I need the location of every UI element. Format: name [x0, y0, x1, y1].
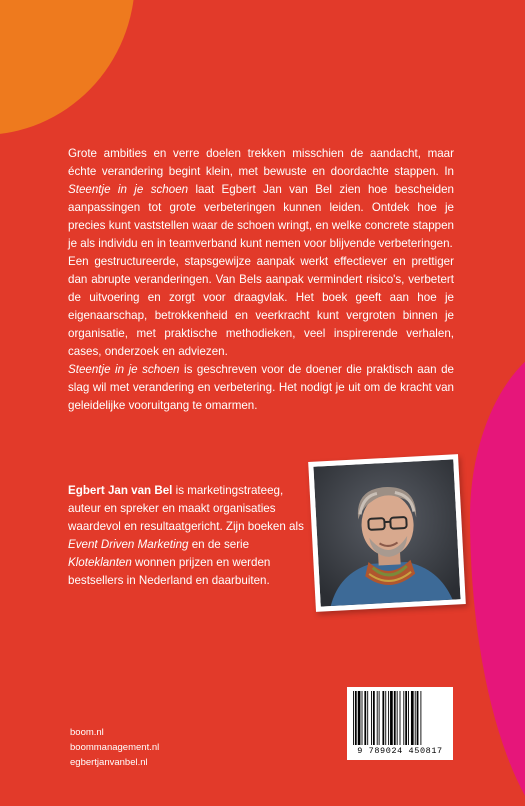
author-name: Egbert Jan van Bel	[68, 484, 173, 497]
url-boom[interactable]: boom.nl	[70, 727, 104, 738]
author-bio: Egbert Jan van Bel is marketingstrateeg, auteur en spreker en maakt organisaties waardevol en resultaatgericht. Zijn boeken als Event Driven Marketing en de serie Kloteklanten wonnen prijzen en werden bestsellers in Nederland en daarbuiten.	[68, 484, 304, 587]
blurb-paragraph-2: Een gestructureerde, stapsgewijze aanpak werkt effectiever en prettiger dan abrupte veranderingen. Van Bels aanpak vermindert risico's, verbetert de uitvoering en zorgt voor draagvlak. Het boek geeft aan hoe je eigenaarschap, betrokkenheid en veerkracht kunt vergroten binnen je organisatie, met praktische methodieken, veel inspirerende verhalen, cases, onderzoek en adviezen.	[68, 255, 454, 358]
publisher-urls	[70, 725, 159, 770]
blurb	[68, 145, 454, 415]
barcode-icon	[352, 691, 448, 745]
url-author[interactable]: egbertjanvanbel.nl	[70, 757, 148, 768]
book-reference: Kloteklanten	[68, 556, 132, 569]
author-photo	[308, 454, 466, 612]
pink-shape	[470, 335, 525, 806]
blurb-paragraph-1: Grote ambities en verre doelen trekken misschien de aandacht, maar échte verandering begint klein, met bewuste en doordachte stappen. In Steentje in je schoen laat Egbert Jan van Bel zien hoe bescheiden aanpassingen tot grote verbeteringen kunnen leiden. Ontdek hoe je precies kunt vaststellen waar de schoen wringt, en welke concrete stappen je als individu en in teamverband kunt nemen voor blijvende verbeteringen.	[68, 147, 455, 250]
book-title: Steentje in je schoen	[68, 363, 180, 376]
author-portrait-image	[313, 459, 460, 606]
isbn-barcode	[347, 687, 453, 760]
url-boommanagement[interactable]: boommanagement.nl	[70, 742, 160, 753]
book-title: Steentje in je schoen	[68, 183, 189, 196]
blurb-paragraph-3: Steentje in je schoen is geschreven voor de doener die praktisch aan de slag wil met verandering en verbetering. Het nodigt je uit om de kracht van geleidelijke vooruitgang te omarmen.	[68, 363, 454, 412]
orange-shape	[0, 0, 135, 135]
isbn-number: 9 789024 450817	[357, 746, 443, 756]
book-reference: Event Driven Marketing	[68, 538, 189, 551]
